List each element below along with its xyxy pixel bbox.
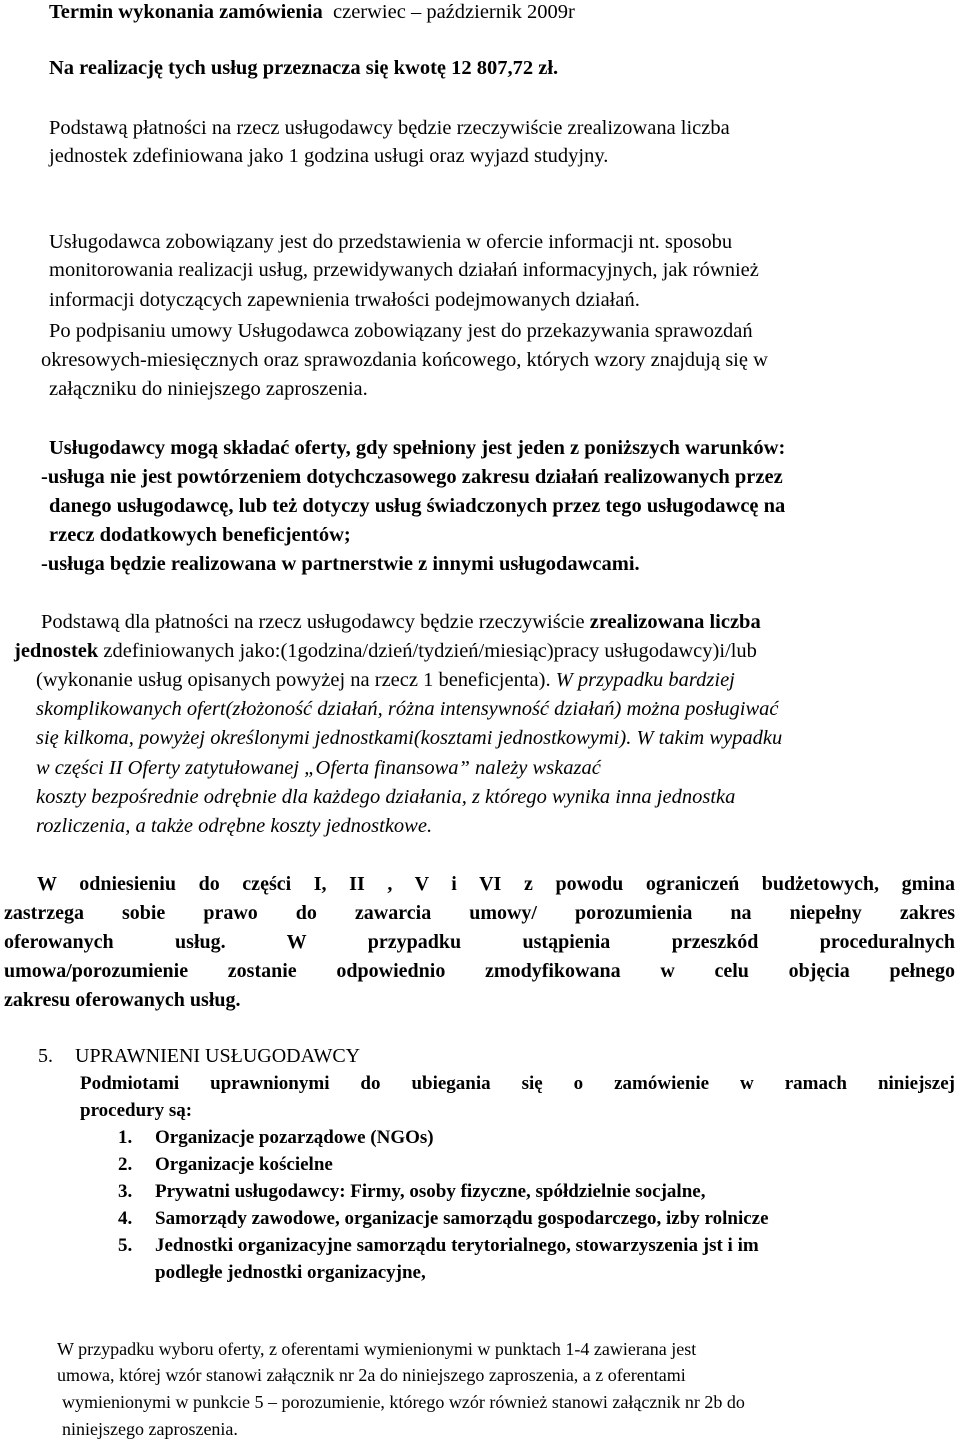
units-line-2-bold: jednostek xyxy=(14,640,99,662)
units-line-1 xyxy=(41,612,761,633)
list-item-number: 3. xyxy=(118,1181,133,1202)
list-item-continuation: podległe jednostki organizacyjne, xyxy=(155,1262,426,1283)
monitoring-line-2: monitorowania realizacji usług, przewidywanych działań informacyjnych, jak również xyxy=(49,259,759,281)
agreement-line-2: umowa, której wzór stanowi załącznik nr 2a do niniejszego zaproszenia, a z oferentami xyxy=(57,1365,686,1385)
units-line-2 xyxy=(14,641,757,662)
reservation-line-2: zastrzega sobie prawo do zawarcia umowy/ porozumienia na niepełny zakres xyxy=(4,902,955,924)
list-item-number: 1. xyxy=(118,1127,133,1148)
list-item-number: 5. xyxy=(118,1235,133,1256)
units-line-1-text: Podstawą dla płatności na rzecz usługodawcy będzie rzeczywiście xyxy=(41,611,590,633)
payment-basis-line-2: jednostek zdefiniowana jako 1 godzina usługi oraz wyjazd studyjny. xyxy=(49,145,609,167)
order-deadline-label: Termin wykonania zamówienia xyxy=(49,1,323,23)
units-line-5: się kilkoma, powyżej określonymi jednostkami(kosztami jednostkowymi). W takim wypadku xyxy=(36,727,783,749)
list-item xyxy=(118,1155,333,1174)
budget-amount-line: Na realizację tych usług przeznacza się kwotę 12 807,72 zł. xyxy=(49,57,559,79)
section-5-number: 5. xyxy=(38,1045,53,1067)
list-item-number: 4. xyxy=(118,1208,133,1229)
order-deadline-line xyxy=(49,2,575,23)
payment-basis-line-1: Podstawą płatności na rzecz usługodawcy będzie rzeczywiście zrealizowana liczba xyxy=(49,117,730,139)
list-item xyxy=(118,1128,434,1147)
list-item xyxy=(118,1182,705,1201)
units-line-3 xyxy=(36,670,735,691)
units-line-8: rozliczenia, a także odrębne koszty jednostkowe. xyxy=(36,815,433,837)
condition-1-line-1: -usługa nie jest powtórzeniem dotychczasowego zakresu działań realizowanych przez xyxy=(41,466,783,488)
list-item-number: 2. xyxy=(118,1154,133,1175)
list-item-text: Organizacje kościelne xyxy=(155,1154,333,1175)
list-item xyxy=(118,1209,769,1228)
reservation-line-1: W odniesieniu do części I, II , V i VI z powodu ograniczeń budżetowych, gmina xyxy=(37,873,955,895)
agreement-line-3: wymienionymi w punkcie 5 – porozumienie, którego wzór również stanowi załącznik nr 2b do xyxy=(62,1392,745,1412)
agreement-line-4: niniejszego zaproszenia. xyxy=(62,1419,238,1439)
list-item-text: Organizacje pozarządowe (NGOs) xyxy=(155,1127,434,1148)
reports-line-2: okresowych-miesięcznych oraz sprawozdania końcowego, których wzory znajdują się w xyxy=(41,349,768,371)
reservation-line-3: oferowanych usług. W przypadku ustąpienia przeszkód proceduralnych xyxy=(4,931,955,953)
list-item-text: Samorządy zawodowe, organizacje samorządu gospodarczego, izby rolnicze xyxy=(155,1208,769,1229)
list-item-text: Jednostki organizacyjne samorządu terytorialnego, stowarzyszenia jst i im xyxy=(155,1235,759,1256)
units-line-3-italic: W przypadku bardziej xyxy=(555,669,735,691)
monitoring-line-3: informacji dotyczących zapewnienia trwałości podejmowanych działań. xyxy=(49,289,640,311)
order-deadline-value: czerwiec – październik 2009r xyxy=(333,1,575,23)
condition-2: -usługa będzie realizowana w partnerstwie z innymi usługodawcami. xyxy=(41,553,640,575)
units-line-6: w części II Oferty zatytułowanej „Oferta finansowa” należy wskazać xyxy=(36,757,601,779)
condition-1-line-2: danego usługodawcę, lub też dotyczy usług świadczonych przez tego usługodawcę na xyxy=(49,495,786,517)
eligible-intro-line-2: procedury są: xyxy=(80,1100,193,1121)
list-item xyxy=(118,1236,759,1255)
section-5-heading xyxy=(38,1046,360,1066)
monitoring-line-1: Usługodawca zobowiązany jest do przedstawienia w ofercie informacji nt. sposobu xyxy=(49,231,733,253)
reservation-line-4: umowa/porozumienie zostanie odpowiednio zmodyfikowana w celu objęcia pełnego xyxy=(4,960,955,982)
reports-line-3: załączniku do niniejszego zaproszenia. xyxy=(49,378,368,400)
conditions-intro: Usługodawcy mogą składać oferty, gdy spełniony jest jeden z poniższych warunków: xyxy=(49,437,786,459)
agreement-line-1: W przypadku wyboru oferty, z oferentami wymienionymi w punktach 1-4 zawierana jest xyxy=(57,1339,697,1359)
units-line-3-text: (wykonanie usług opisanych powyżej na rzecz 1 beneficjenta). xyxy=(36,669,556,691)
reservation-line-5: zakresu oferowanych usług. xyxy=(4,989,241,1011)
list-item-text: Prywatni usługodawcy: Firmy, osoby fizyczne, spółdzielnie socjalne, xyxy=(155,1181,706,1202)
units-line-1-bold: zrealizowana liczba xyxy=(589,611,761,633)
units-line-7: koszty bezpośrednie odrębnie dla każdego działania, z którego wynika inna jednostka xyxy=(36,786,736,808)
eligible-intro-line-1: Podmiotami uprawnionymi do ubiegania się o zamówienie w ramach niniejszej xyxy=(80,1073,955,1094)
units-line-4: skomplikowanych ofert(złożoność działań, różna intensywność działań) można posługiwać xyxy=(36,698,779,720)
reports-line-1: Po podpisaniu umowy Usługodawca zobowiązany jest do przekazywania sprawozdań xyxy=(49,320,753,342)
condition-1-line-3: rzecz dodatkowych beneficjentów; xyxy=(49,524,351,546)
units-line-2-text: zdefiniowanych jako:(1godzina/dzień/tydzień/miesiąc)pracy usługodawcy)i/lub xyxy=(98,640,757,662)
section-5-title: UPRAWNIENI USŁUGODAWCY xyxy=(75,1045,361,1067)
